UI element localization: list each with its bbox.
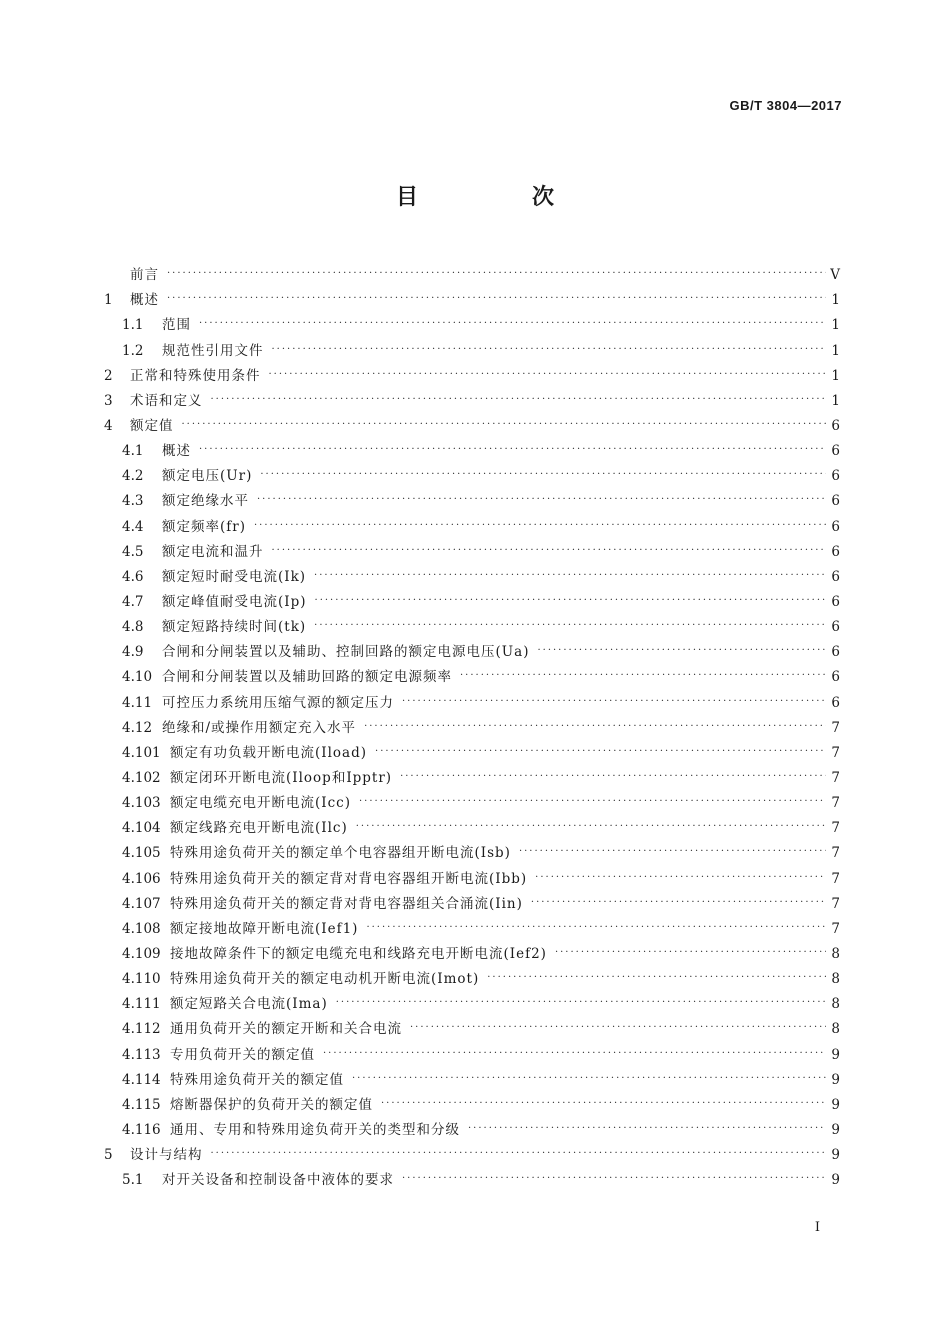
toc-entry-page: 8 bbox=[831, 945, 840, 962]
toc-entry-number: 4.3 bbox=[122, 493, 144, 510]
toc-entry-title: 特殊用途负荷开关的额定背对背电容器组关合涌流(Iin) bbox=[170, 895, 523, 912]
dot-leader bbox=[537, 646, 826, 656]
toc-entry-title: 设计与结构 bbox=[130, 1147, 203, 1164]
toc-entry[interactable] bbox=[104, 635, 840, 660]
dot-leader bbox=[364, 722, 826, 732]
toc-entry-number: 4.108 bbox=[122, 920, 161, 937]
toc-entry-page: 1 bbox=[831, 342, 840, 359]
toc-entry-title: 可控压力系统用压缩气源的额定压力 bbox=[162, 694, 394, 711]
dot-leader bbox=[487, 973, 826, 983]
toc-entry-number: 4.114 bbox=[122, 1071, 161, 1088]
toc-entry-number: 4.103 bbox=[122, 795, 161, 812]
toc-entry-page: 6 bbox=[831, 619, 840, 636]
toc-entry-page: 6 bbox=[831, 518, 840, 535]
toc-entry[interactable] bbox=[104, 786, 840, 811]
toc-entry-number: 4.2 bbox=[122, 468, 144, 485]
toc-entry[interactable] bbox=[104, 937, 840, 962]
toc-entry-page: 6 bbox=[831, 593, 840, 610]
dot-leader bbox=[167, 269, 826, 279]
toc-entry-title: 额定短路关合电流(Ima) bbox=[170, 996, 328, 1013]
toc-entry-number: 4.4 bbox=[122, 518, 144, 535]
toc-entry-number: 4.11 bbox=[122, 694, 153, 711]
toc-entry-title: 额定峰值耐受电流(Ip) bbox=[162, 593, 307, 610]
toc-entry[interactable] bbox=[104, 535, 840, 560]
toc-entry[interactable] bbox=[104, 434, 840, 459]
toc-entry-page: 7 bbox=[831, 744, 840, 761]
dot-leader bbox=[257, 495, 826, 505]
toc-entry-title: 绝缘和/或操作用额定充入水平 bbox=[162, 719, 357, 736]
toc-entry-number: 4.8 bbox=[122, 619, 144, 636]
toc-entry-page: 6 bbox=[831, 493, 840, 510]
toc-entry-title: 特殊用途负荷开关的额定电动机开断电流(Imot) bbox=[170, 971, 480, 988]
toc-entry-number: 4.7 bbox=[122, 593, 144, 610]
toc-entry[interactable] bbox=[104, 258, 840, 283]
dot-leader bbox=[375, 747, 826, 757]
toc-entry[interactable] bbox=[104, 1138, 840, 1163]
dot-leader bbox=[400, 772, 826, 782]
toc-entry-number: 4 bbox=[104, 417, 113, 434]
toc-entry[interactable] bbox=[104, 836, 840, 861]
toc-entry-title: 特殊用途负荷开关的额定单个电容器组开断电流(Isb) bbox=[170, 845, 511, 862]
dot-leader bbox=[314, 571, 826, 581]
toc-entry-number: 1.1 bbox=[122, 317, 144, 334]
dot-leader bbox=[254, 521, 826, 531]
toc-entry[interactable] bbox=[104, 912, 840, 937]
dot-leader bbox=[272, 345, 827, 355]
dot-leader bbox=[199, 319, 826, 329]
toc-entry-number: 5 bbox=[104, 1147, 113, 1164]
toc-entry-number: 4.102 bbox=[122, 769, 161, 786]
toc-entry-page: 9 bbox=[831, 1096, 840, 1113]
toc-entry-number: 4.109 bbox=[122, 945, 161, 962]
dot-leader bbox=[314, 621, 826, 631]
dot-leader bbox=[336, 998, 826, 1008]
toc-entry-title: 概述 bbox=[130, 292, 159, 309]
toc-entry-title: 特殊用途负荷开关的额定背对背电容器组开断电流(Ibb) bbox=[170, 870, 528, 887]
toc-entry-number: 4.112 bbox=[122, 1021, 161, 1038]
toc-entry-page: 9 bbox=[831, 1046, 840, 1063]
toc-entry-title: 熔断器保护的负荷开关的额定值 bbox=[170, 1096, 373, 1113]
dot-leader bbox=[468, 1124, 826, 1134]
dot-leader bbox=[315, 596, 826, 606]
page-number: I bbox=[814, 1220, 820, 1235]
page-title: 目 次 bbox=[395, 185, 600, 210]
dot-leader bbox=[199, 445, 826, 455]
dot-leader bbox=[352, 1074, 826, 1084]
toc-entry-title: 规范性引用文件 bbox=[162, 342, 264, 359]
toc-entry-title: 额定电流和温升 bbox=[162, 543, 264, 560]
dot-leader bbox=[535, 873, 826, 883]
dot-leader bbox=[211, 395, 827, 405]
toc-entry[interactable] bbox=[104, 660, 840, 685]
toc-entry-title: 额定电压(Ur) bbox=[162, 468, 253, 485]
toc-entry-number: 4.5 bbox=[122, 543, 144, 560]
toc-entry-page: 8 bbox=[831, 1021, 840, 1038]
toc-entry-number: 4.110 bbox=[122, 971, 161, 988]
toc-entry[interactable] bbox=[104, 887, 840, 912]
toc-entry-number: 1 bbox=[104, 292, 113, 309]
table-of-contents bbox=[104, 258, 840, 1188]
toc-entry-page: 7 bbox=[831, 845, 840, 862]
toc-entry-number: 4.106 bbox=[122, 870, 161, 887]
toc-entry-title: 合闸和分闸装置以及辅助回路的额定电源频率 bbox=[162, 669, 452, 686]
toc-entry-number: 4.6 bbox=[122, 568, 144, 585]
toc-entry-page: 7 bbox=[831, 820, 840, 837]
toc-entry[interactable] bbox=[104, 384, 840, 409]
toc-entry[interactable] bbox=[104, 1163, 840, 1188]
toc-entry[interactable] bbox=[104, 1037, 840, 1062]
dot-leader bbox=[182, 420, 827, 430]
toc-entry-title: 额定值 bbox=[130, 417, 174, 434]
toc-entry-number: 1.2 bbox=[122, 342, 144, 359]
toc-entry[interactable] bbox=[104, 560, 840, 585]
toc-entry[interactable] bbox=[104, 1088, 840, 1113]
toc-entry-page: 6 bbox=[831, 669, 840, 686]
toc-entry-number: 4.12 bbox=[122, 719, 153, 736]
toc-entry[interactable] bbox=[104, 585, 840, 610]
toc-entry[interactable] bbox=[104, 1012, 840, 1037]
dot-leader bbox=[260, 470, 826, 480]
toc-entry-title: 额定闭环开断电流(Iloop和Ipptr) bbox=[170, 769, 393, 786]
toc-entry-number: 3 bbox=[104, 392, 113, 409]
dot-leader bbox=[460, 671, 826, 681]
toc-entry[interactable] bbox=[104, 861, 840, 886]
toc-entry-title: 特殊用途负荷开关的额定值 bbox=[170, 1071, 344, 1088]
toc-entry[interactable] bbox=[104, 987, 840, 1012]
dot-leader bbox=[269, 370, 827, 380]
toc-entry[interactable] bbox=[104, 711, 840, 736]
toc-entry-number: 4.107 bbox=[122, 895, 161, 912]
toc-entry-title: 合闸和分闸装置以及辅助、控制回路的额定电源电压(Ua) bbox=[162, 644, 530, 661]
toc-entry-page: 7 bbox=[831, 719, 840, 736]
dot-leader bbox=[272, 546, 827, 556]
toc-entry[interactable] bbox=[104, 1063, 840, 1088]
toc-entry-title: 额定有功负载开断电流(Iload) bbox=[170, 744, 368, 761]
toc-entry-title: 额定电缆充电开断电流(Icc) bbox=[170, 795, 351, 812]
dot-leader bbox=[555, 948, 826, 958]
dot-leader bbox=[381, 1099, 826, 1109]
toc-entry[interactable] bbox=[104, 811, 840, 836]
dot-leader bbox=[167, 294, 826, 304]
dot-leader bbox=[410, 1023, 826, 1033]
toc-entry[interactable] bbox=[104, 761, 840, 786]
toc-entry-title: 额定频率(fr) bbox=[162, 518, 246, 535]
toc-entry-page: 6 bbox=[831, 568, 840, 585]
toc-entry-page: 7 bbox=[831, 920, 840, 937]
toc-entry[interactable] bbox=[104, 962, 840, 987]
toc-entry-title: 接地故障条件下的额定电缆充电和线路充电开断电流(Ief2) bbox=[170, 945, 547, 962]
toc-entry[interactable] bbox=[104, 509, 840, 534]
toc-entry-page: 6 bbox=[831, 694, 840, 711]
toc-entry[interactable] bbox=[104, 308, 840, 333]
toc-entry-page: 9 bbox=[831, 1172, 840, 1189]
toc-entry-page: 6 bbox=[831, 417, 840, 434]
toc-entry[interactable] bbox=[104, 333, 840, 358]
toc-entry[interactable] bbox=[104, 610, 840, 635]
toc-entry[interactable] bbox=[104, 736, 840, 761]
toc-entry-page: 1 bbox=[831, 292, 840, 309]
toc-entry-title: 额定接地故障开断电流(Ief1) bbox=[170, 920, 359, 937]
toc-entry-number: 4.111 bbox=[122, 996, 161, 1013]
toc-entry-title: 前言 bbox=[130, 267, 159, 284]
toc-entry-page: 6 bbox=[831, 443, 840, 460]
toc-entry[interactable] bbox=[104, 283, 840, 308]
toc-entry-title: 额定线路充电开断电流(Ilc) bbox=[170, 820, 348, 837]
toc-entry-number: 5.1 bbox=[122, 1172, 144, 1189]
dot-leader bbox=[402, 1174, 826, 1184]
toc-entry[interactable] bbox=[104, 459, 840, 484]
dot-leader bbox=[366, 923, 826, 933]
toc-entry-number: 4.113 bbox=[122, 1046, 161, 1063]
toc-entry-title: 正常和特殊使用条件 bbox=[130, 367, 261, 384]
toc-entry-page: 9 bbox=[831, 1121, 840, 1138]
toc-entry-page: 1 bbox=[831, 317, 840, 334]
toc-entry-title: 对开关设备和控制设备中液体的要求 bbox=[162, 1172, 394, 1189]
toc-entry-number: 4.9 bbox=[122, 644, 144, 661]
toc-entry-page: 7 bbox=[831, 870, 840, 887]
standard-code: GB/T 3804—2017 bbox=[729, 98, 842, 113]
toc-entry-number: 4.1 bbox=[122, 443, 144, 460]
toc-entry-number: 4.116 bbox=[122, 1121, 161, 1138]
toc-entry-page: 9 bbox=[831, 1147, 840, 1164]
toc-entry-number: 4.104 bbox=[122, 820, 161, 837]
dot-leader bbox=[519, 847, 826, 857]
toc-entry[interactable] bbox=[104, 409, 840, 434]
toc-entry-page: 7 bbox=[831, 769, 840, 786]
toc-entry-number: 4.115 bbox=[122, 1096, 161, 1113]
toc-entry-title: 额定短时耐受电流(Ik) bbox=[162, 568, 307, 585]
toc-entry-number: 4.105 bbox=[122, 845, 161, 862]
toc-entry-page: 8 bbox=[831, 971, 840, 988]
toc-entry[interactable] bbox=[104, 359, 840, 384]
toc-entry-page: 9 bbox=[831, 1071, 840, 1088]
dot-leader bbox=[402, 697, 826, 707]
toc-entry[interactable] bbox=[104, 484, 840, 509]
toc-entry-title: 术语和定义 bbox=[130, 392, 203, 409]
toc-entry-title: 额定绝缘水平 bbox=[162, 493, 249, 510]
toc-entry-number: 4.10 bbox=[122, 669, 153, 686]
toc-entry-page: 6 bbox=[831, 543, 840, 560]
toc-entry-number: 4.101 bbox=[122, 744, 161, 761]
toc-entry[interactable] bbox=[104, 685, 840, 710]
toc-entry[interactable] bbox=[104, 1113, 840, 1138]
toc-entry-page: 8 bbox=[831, 996, 840, 1013]
toc-entry-page: 6 bbox=[831, 468, 840, 485]
toc-entry-title: 专用负荷开关的额定值 bbox=[170, 1046, 315, 1063]
toc-entry-title: 概述 bbox=[162, 443, 191, 460]
toc-entry-title: 通用、专用和特殊用途负荷开关的类型和分级 bbox=[170, 1121, 460, 1138]
toc-entry-title: 额定短路持续时间(tk) bbox=[162, 619, 307, 636]
dot-leader bbox=[531, 898, 826, 908]
toc-entry-page: 6 bbox=[831, 644, 840, 661]
dot-leader bbox=[359, 797, 826, 807]
dot-leader bbox=[211, 1149, 827, 1159]
toc-entry-title: 范围 bbox=[162, 317, 191, 334]
dot-leader bbox=[356, 822, 826, 832]
toc-entry-page: 1 bbox=[831, 392, 840, 409]
toc-entry-title: 通用负荷开关的额定开断和关合电流 bbox=[170, 1021, 402, 1038]
toc-entry-page: 1 bbox=[831, 367, 840, 384]
dot-leader bbox=[323, 1049, 826, 1059]
toc-entry-page: 7 bbox=[831, 895, 840, 912]
toc-entry-page: 7 bbox=[831, 795, 840, 812]
toc-entry-page: V bbox=[830, 267, 840, 284]
toc-entry-number: 2 bbox=[104, 367, 113, 384]
